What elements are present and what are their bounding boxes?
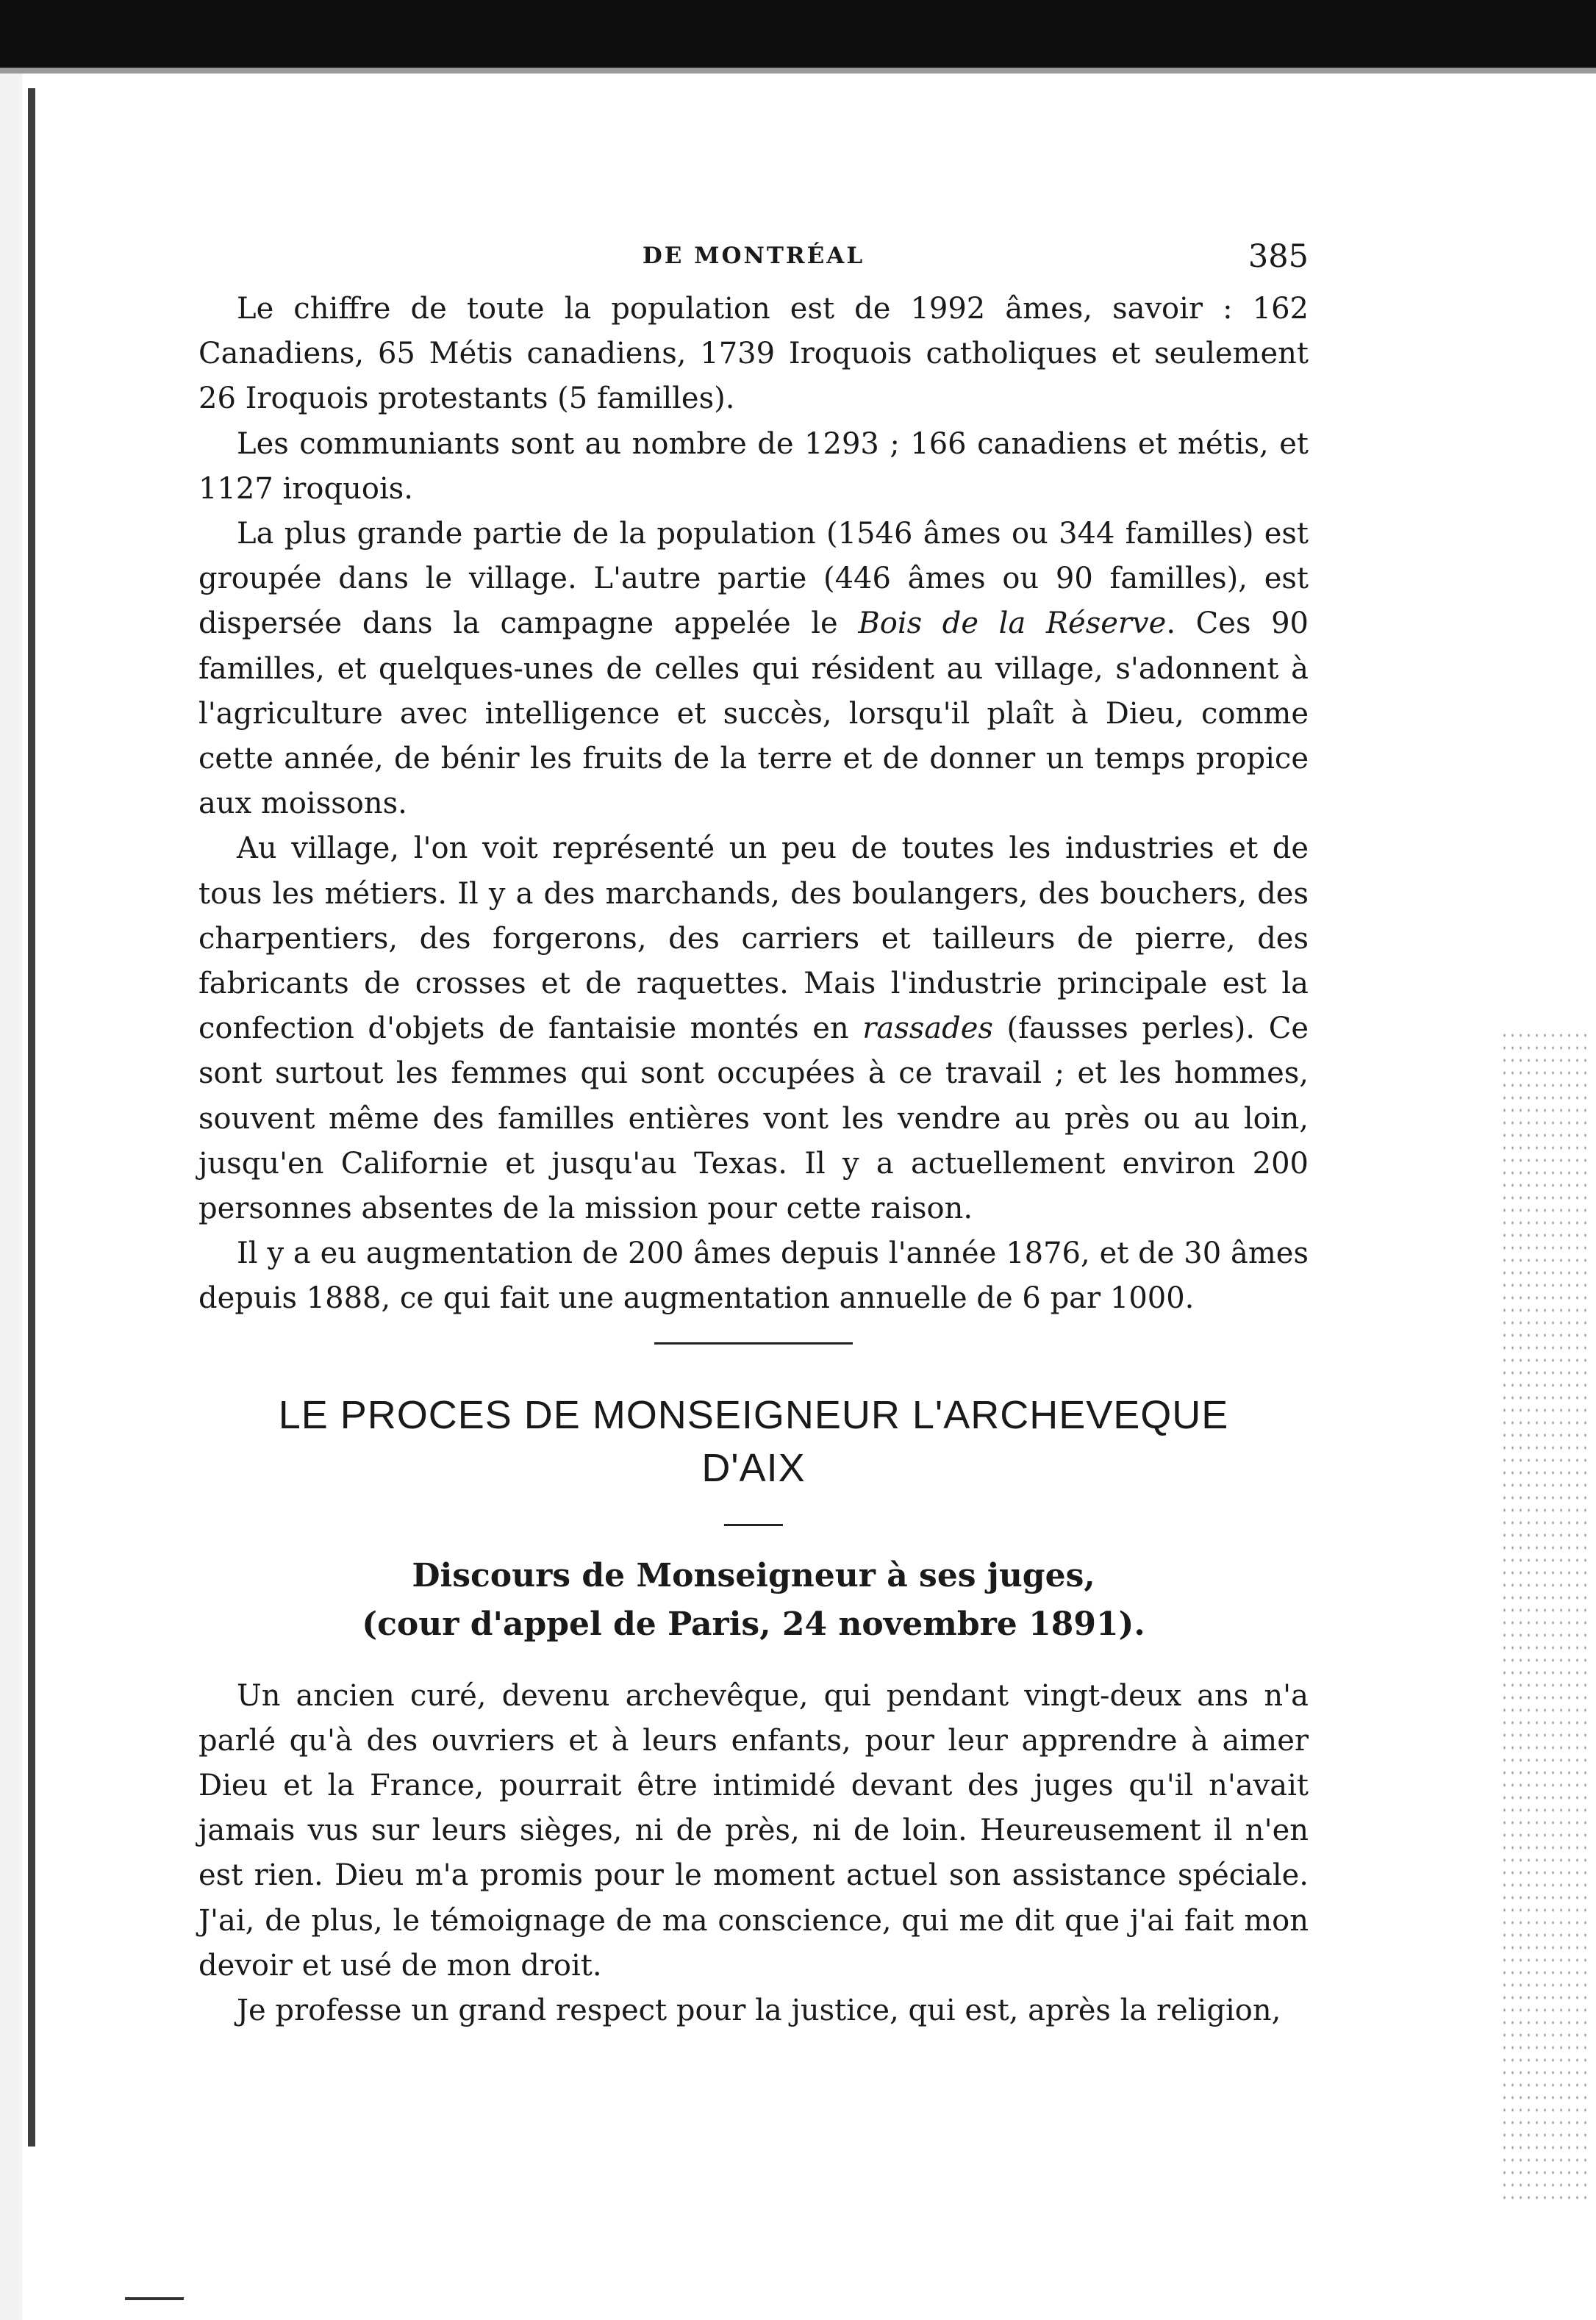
section-title-line: D'AIX (701, 1445, 806, 1490)
speech-paragraph: Un ancien curé, devenu archevêque, qui pendant vingt-deux ans n'a parlé qu'à des ouvriers et à leurs enfants, pour leur apprendre à aimer Dieu et la France, pourrait être intimidé devant des juges qu'il n'avait jamais vus sur leurs sièges, ni de près, ni de loin. Heureusement il n'en est rien. Dieu m'a promis pour le moment actuel son assistance spéciale. J'ai, de plus, le témoignage de ma conscience, qui me dit que j'ai fait mon devoir et usé de mon droit. (198, 1678, 1309, 1983)
title-divider (724, 1524, 783, 1526)
scan-top-border (0, 0, 1596, 68)
speech-title-line: Discours de Monseigneur à ses juges, (412, 1556, 1095, 1594)
text-run: . Ces 90 familles, et quelques-unes de celles qui résident au village, s'adonnent à l'agriculture avec intelligence et succès, lorsqu'il plaît à Dieu, comme cette année, de bénir les fruits de la terre et de donner un temps propice aux moissons. (198, 606, 1309, 821)
text-run: Au village, l'on voit représenté un peu de toutes les industries et de tous les métiers. Il y a des marchands, des boulangers, des bouchers, des charpentiers, des forgerons, des carriers et tailleurs de pierre, des fabricants de crosses et de raquettes. Mais l'industrie principale est la confection d'objets de fantaisie montés en (198, 831, 1309, 1046)
text-run: La plus grande partie de la population (1546 âmes ou 344 familles) est groupée dans le village. L'autre partie (446 âmes ou 90 familles), est dispersée dans la campagne appelée le (198, 517, 1309, 641)
speech-title (198, 1552, 1309, 1649)
paragraph-growth: Il y a eu augmentation de 200 âmes depuis l'année 1876, et de 30 âmes depuis 1888, ce qui fait une augmentation annuelle de 6 par 1000. (198, 1236, 1309, 1316)
running-title: DE MONTRÉAL (642, 243, 865, 269)
page-content (198, 238, 1309, 2033)
running-head (198, 238, 1309, 287)
scan-noise-specks (1500, 1029, 1589, 2205)
scan-left-margin (0, 74, 22, 2320)
paragraph-village (198, 512, 1309, 826)
text-run: (fausses perles). Ce sont surtout les femmes qui sont occupées à ce travail ; et les hommes, souvent même des familles entières vont les vendre au près ou au loin, jusqu'en Californie et jusqu'au Texas. Il y a actuellement environ 200 personnes absentes de la mission pour cette raison. (198, 1012, 1309, 1226)
paragraph-communicants: Les communiants sont au nombre de 1293 ; 166 canadiens et métis, et 1127 iroquois. (198, 426, 1309, 506)
section-title (198, 1389, 1309, 1494)
scan-binding-shadow (28, 88, 35, 2147)
scan-top-shadow (0, 68, 1596, 74)
paragraph-industries (198, 826, 1309, 1231)
scan-bottom-mark (125, 2297, 184, 2300)
paragraph-population: Le chiffre de toute la population est de 1992 âmes, savoir : 162 Canadiens, 65 Métis canadiens, 1739 Iroquois catholiques et seulement 26 Iroquois protestants (5 familles). (198, 292, 1309, 416)
speech-title-line: (cour d'appel de Paris, 24 novembre 1891). (362, 1605, 1145, 1643)
section-title-line: LE PROCES DE MONSEIGNEUR L'ARCHEVEQUE (278, 1392, 1229, 1437)
italic-term: rassades (862, 1012, 993, 1046)
page-number: 385 (1248, 238, 1309, 275)
speech-paragraph: Je professe un grand respect pour la justice, qui est, après la religion, (237, 1994, 1281, 2028)
italic-place-name: Bois de la Réserve (858, 606, 1167, 641)
